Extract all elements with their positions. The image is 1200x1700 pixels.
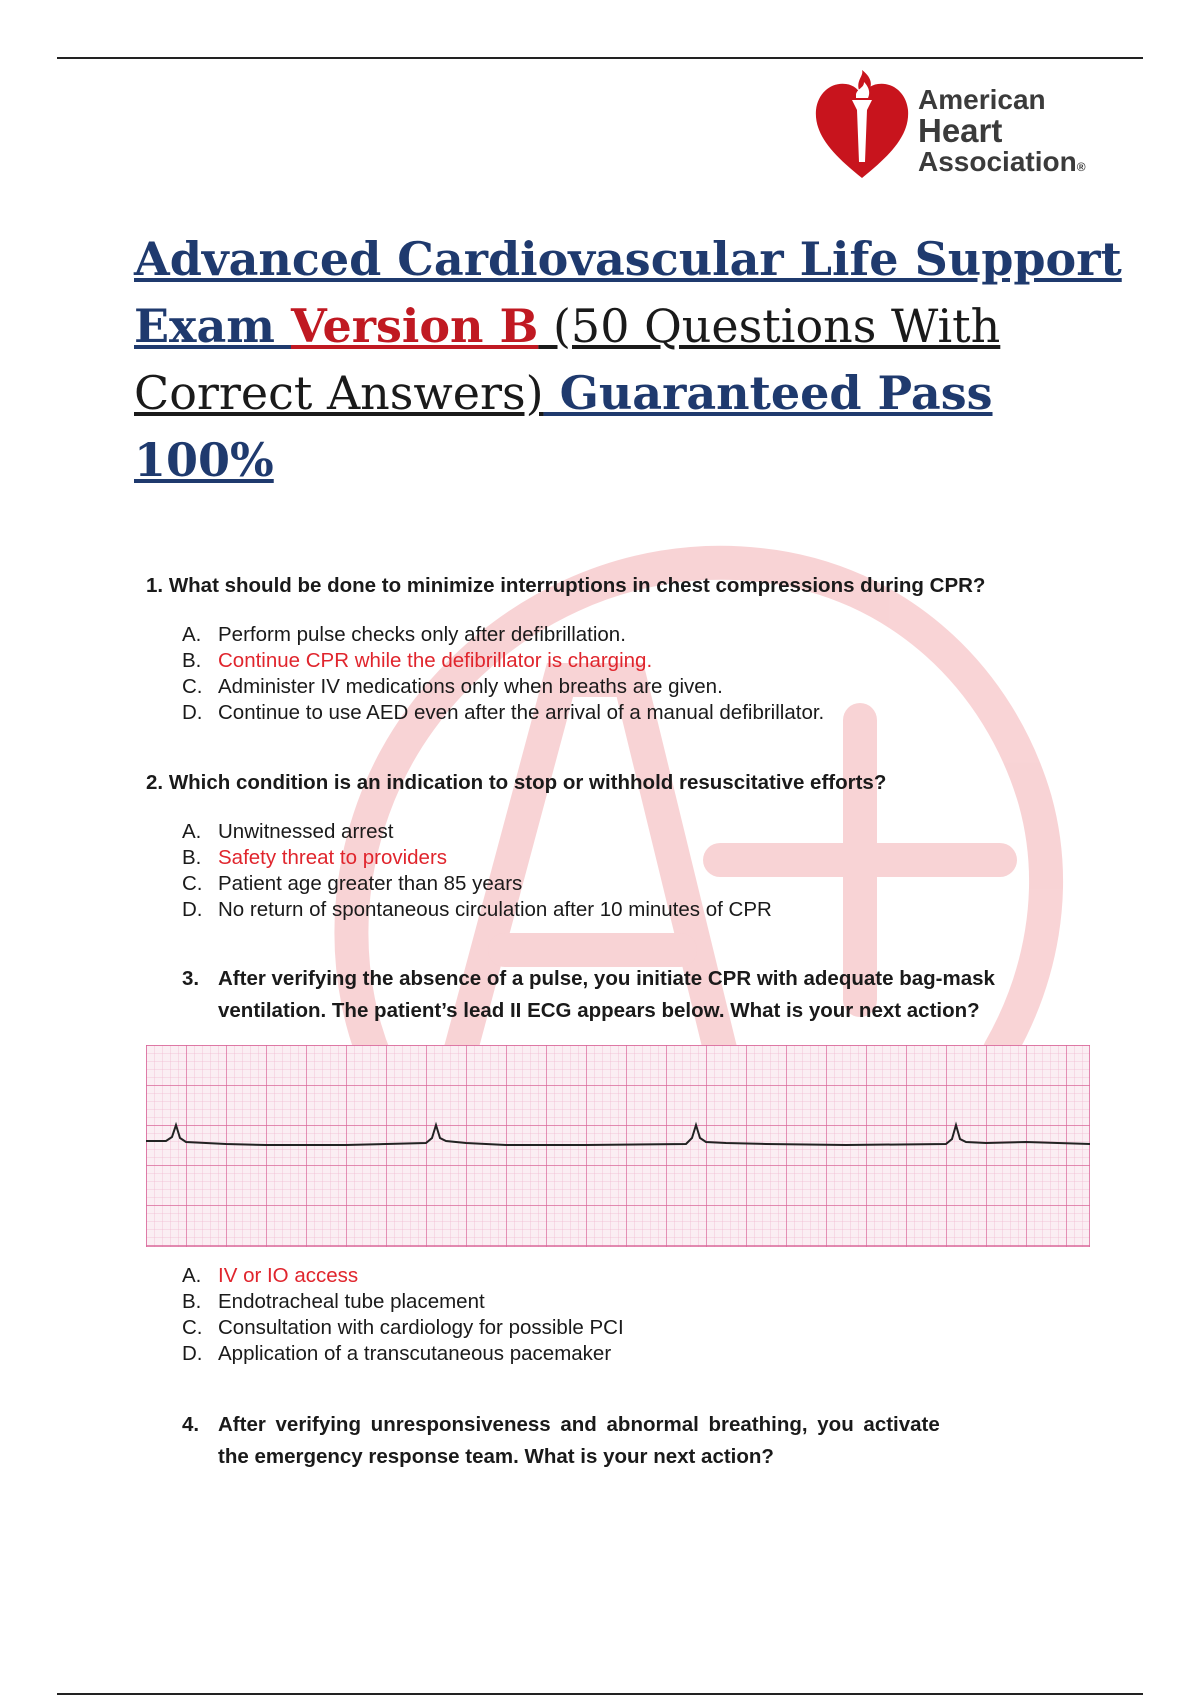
logo-line-heart: Heart <box>918 112 1003 149</box>
title-guarantee: Guaranteed Pass 100% <box>134 366 993 487</box>
option-a-correct <box>182 1263 624 1289</box>
option-text: Unwitnessed arrest <box>218 820 394 843</box>
option-c <box>182 871 772 897</box>
option-text: Perform pulse checks only after defibrillation. <box>218 623 626 646</box>
option-letter: C. <box>182 675 203 698</box>
option-text: Endotracheal tube placement <box>218 1290 485 1313</box>
option-c <box>182 674 824 700</box>
option-b <box>182 1289 624 1315</box>
option-a <box>182 622 824 648</box>
aha-logo <box>812 70 1092 185</box>
option-letter: A. <box>182 1264 202 1287</box>
question-3 <box>182 963 995 1027</box>
option-letter: B. <box>182 649 202 672</box>
question-text-line-1: After verifying unresponsiveness and abnormal breathing, you activate <box>218 1413 940 1436</box>
question-1-options <box>182 622 824 726</box>
question-number: 2. <box>146 771 164 794</box>
option-d <box>182 700 824 726</box>
question-text-line-1: After verifying the absence of a pulse, you initiate CPR with adequate bag-mask <box>218 967 995 990</box>
option-letter: C. <box>182 872 203 895</box>
option-b-correct <box>182 845 772 871</box>
logo-line-association: Association <box>918 146 1077 177</box>
option-letter: D. <box>182 898 203 921</box>
logo-line-american: American <box>918 84 1046 115</box>
option-d <box>182 897 772 923</box>
option-text: Safety threat to providers <box>218 846 448 869</box>
option-a <box>182 819 772 845</box>
option-text: Patient age greater than 85 years <box>218 872 523 895</box>
ecg-strip <box>146 1045 1090 1247</box>
question-number: 3. <box>182 967 200 990</box>
question-text-line-2: the emergency response team. What is your next action? <box>218 1445 774 1468</box>
option-c <box>182 1315 624 1341</box>
bottom-rule <box>57 1693 1143 1695</box>
question-number: 1. <box>146 574 164 597</box>
question-1 <box>146 570 985 602</box>
option-letter: D. <box>182 1342 203 1365</box>
option-text: Continue CPR while the defibrillator is charging. <box>218 649 653 672</box>
option-text: Continue to use AED even after the arrival of a manual defibrillator. <box>218 701 825 724</box>
question-3-options <box>182 1263 624 1367</box>
option-letter: A. <box>182 623 202 646</box>
document-title <box>134 226 1134 494</box>
option-text: Administer IV medications only when breaths are given. <box>218 675 723 698</box>
question-4 <box>182 1409 940 1473</box>
question-text: What should be done to minimize interruptions in chest compressions during CPR? <box>168 574 986 597</box>
question-2-options <box>182 819 772 923</box>
question-number: 4. <box>182 1413 200 1436</box>
option-text: IV or IO access <box>218 1264 359 1287</box>
title-part-1: Advanced Cardiovascular Life Support Exam <box>134 232 1122 353</box>
option-text: Consultation with cardiology for possible PCI <box>218 1316 624 1339</box>
option-letter: B. <box>182 846 202 869</box>
title-part-3: (50 Questions With Correct Answers) <box>134 299 1001 420</box>
top-rule <box>57 57 1143 59</box>
option-letter: D. <box>182 701 203 724</box>
option-letter: A. <box>182 820 202 843</box>
option-d <box>182 1341 624 1367</box>
title-version: Version B <box>290 299 539 353</box>
heart-torch-icon <box>812 70 912 182</box>
option-letter: C. <box>182 1316 203 1339</box>
option-b-correct <box>182 648 824 674</box>
option-letter: B. <box>182 1290 202 1313</box>
registered-mark: ® <box>1076 160 1086 174</box>
question-text: Which condition is an indication to stop or withhold resuscitative efforts? <box>168 771 887 794</box>
question-2 <box>146 767 886 799</box>
option-text: No return of spontaneous circulation after 10 minutes of CPR <box>218 898 772 921</box>
question-text-line-2: ventilation. The patient’s lead II ECG appears below. What is your next action? <box>218 999 980 1022</box>
option-text: Application of a transcutaneous pacemaker <box>218 1342 612 1365</box>
